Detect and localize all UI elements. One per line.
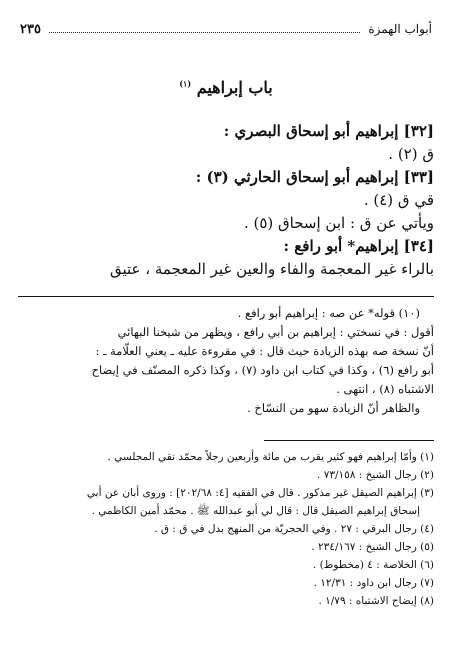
entry-line: ق (٢) . (388, 145, 434, 163)
footnote-line: (٥) رجال الشيخ : ٢٣٤/١٦٧ . (311, 541, 434, 553)
commentary-line: أنّ نسخة صه بهذه الزيادة حيث قال : في مقروءة عليه ـ يعني العلّامة ـ : (95, 344, 434, 358)
page-number: ٢٣٥ (20, 22, 41, 37)
footnote-line: (٣) إبراهيم الصيقل غير مذكور . قال في الفقيه [٤: ٢٠٢/٦٨] : وروى أبان عن أبي (86, 487, 434, 499)
footnote-line: (٧) رجال ابن داود : ١٢/٣١ . (313, 577, 434, 589)
chapter-title (0, 78, 452, 97)
section-divider (18, 296, 434, 297)
main-text (18, 120, 434, 281)
commentary-line: (١٠) قوله* عن صه : إبراهيم أبو رافع . (237, 306, 420, 320)
page-header (20, 22, 432, 42)
entry-line: قي ق (٤) . (363, 191, 434, 209)
footnote-line: (٤) رجال البرقي : ٢٧ . وفي الحجريّة من المنهج بدل في ق : ق . (154, 523, 434, 535)
commentary-line: أبو رافع (٦) ، وكذا في كتاب ابن داود (٧) ، وكذا ذكره المصنّف في إيضاح (91, 363, 434, 377)
entry-line: [٣٤] إبراهيم* أبو رافع : (283, 237, 434, 255)
chapter-title-note: (١) (179, 78, 192, 89)
footnote-line: (١) وأمّا إبراهيم فهو كثير يقرب من مائة وأربعين رجلاً محمّد تقي المجلسي . (107, 451, 434, 463)
footnote-line: (٦) الخلاصة : ٤ (مخطوط) . (312, 559, 434, 571)
chapter-title-text: باب إبراهيم (196, 78, 273, 97)
running-title: أبواب الهمزة (368, 22, 432, 36)
footnote-line: إسحاق إبراهيم الصيقل قال : قال لي أبو عبدالله ﷺ . محمّد أمين الكاظمي . (91, 505, 420, 517)
entry-line: بالراء غير المعجمة والفاء والعين غير المعجمة ، عتيق (109, 260, 434, 278)
header-dotted-rule (49, 22, 360, 33)
footnote-divider (264, 440, 434, 441)
entry-line: [٣٢] إبراهيم أبو إسحاق البصري : (223, 122, 434, 140)
entry-line: ويأتي عن ق : ابن إسحاق (٥) . (243, 214, 434, 232)
footnotes-block (18, 448, 434, 610)
commentary-line: والظاهر أنّ الزيادة سهو من النسّاخ . (247, 401, 420, 415)
commentary-line: الاشتباه (٨) ، انتهى . (336, 382, 434, 396)
entry-line: [٣٣] إبراهيم أبو إسحاق الحارثي (٣) : (195, 168, 434, 186)
footnote-line: (٢) رجال الشيخ : ٧٣/١٥٨ . (317, 469, 434, 481)
commentary-line: أقول : في نسختي : إبراهيم بن أبي رافع ، ويظهر من شيخنا البهائي (117, 325, 434, 339)
commentary-block (18, 304, 434, 418)
footnote-line: (٨) إيضاح الاشتباه : ١/٧٩ . (318, 595, 434, 607)
